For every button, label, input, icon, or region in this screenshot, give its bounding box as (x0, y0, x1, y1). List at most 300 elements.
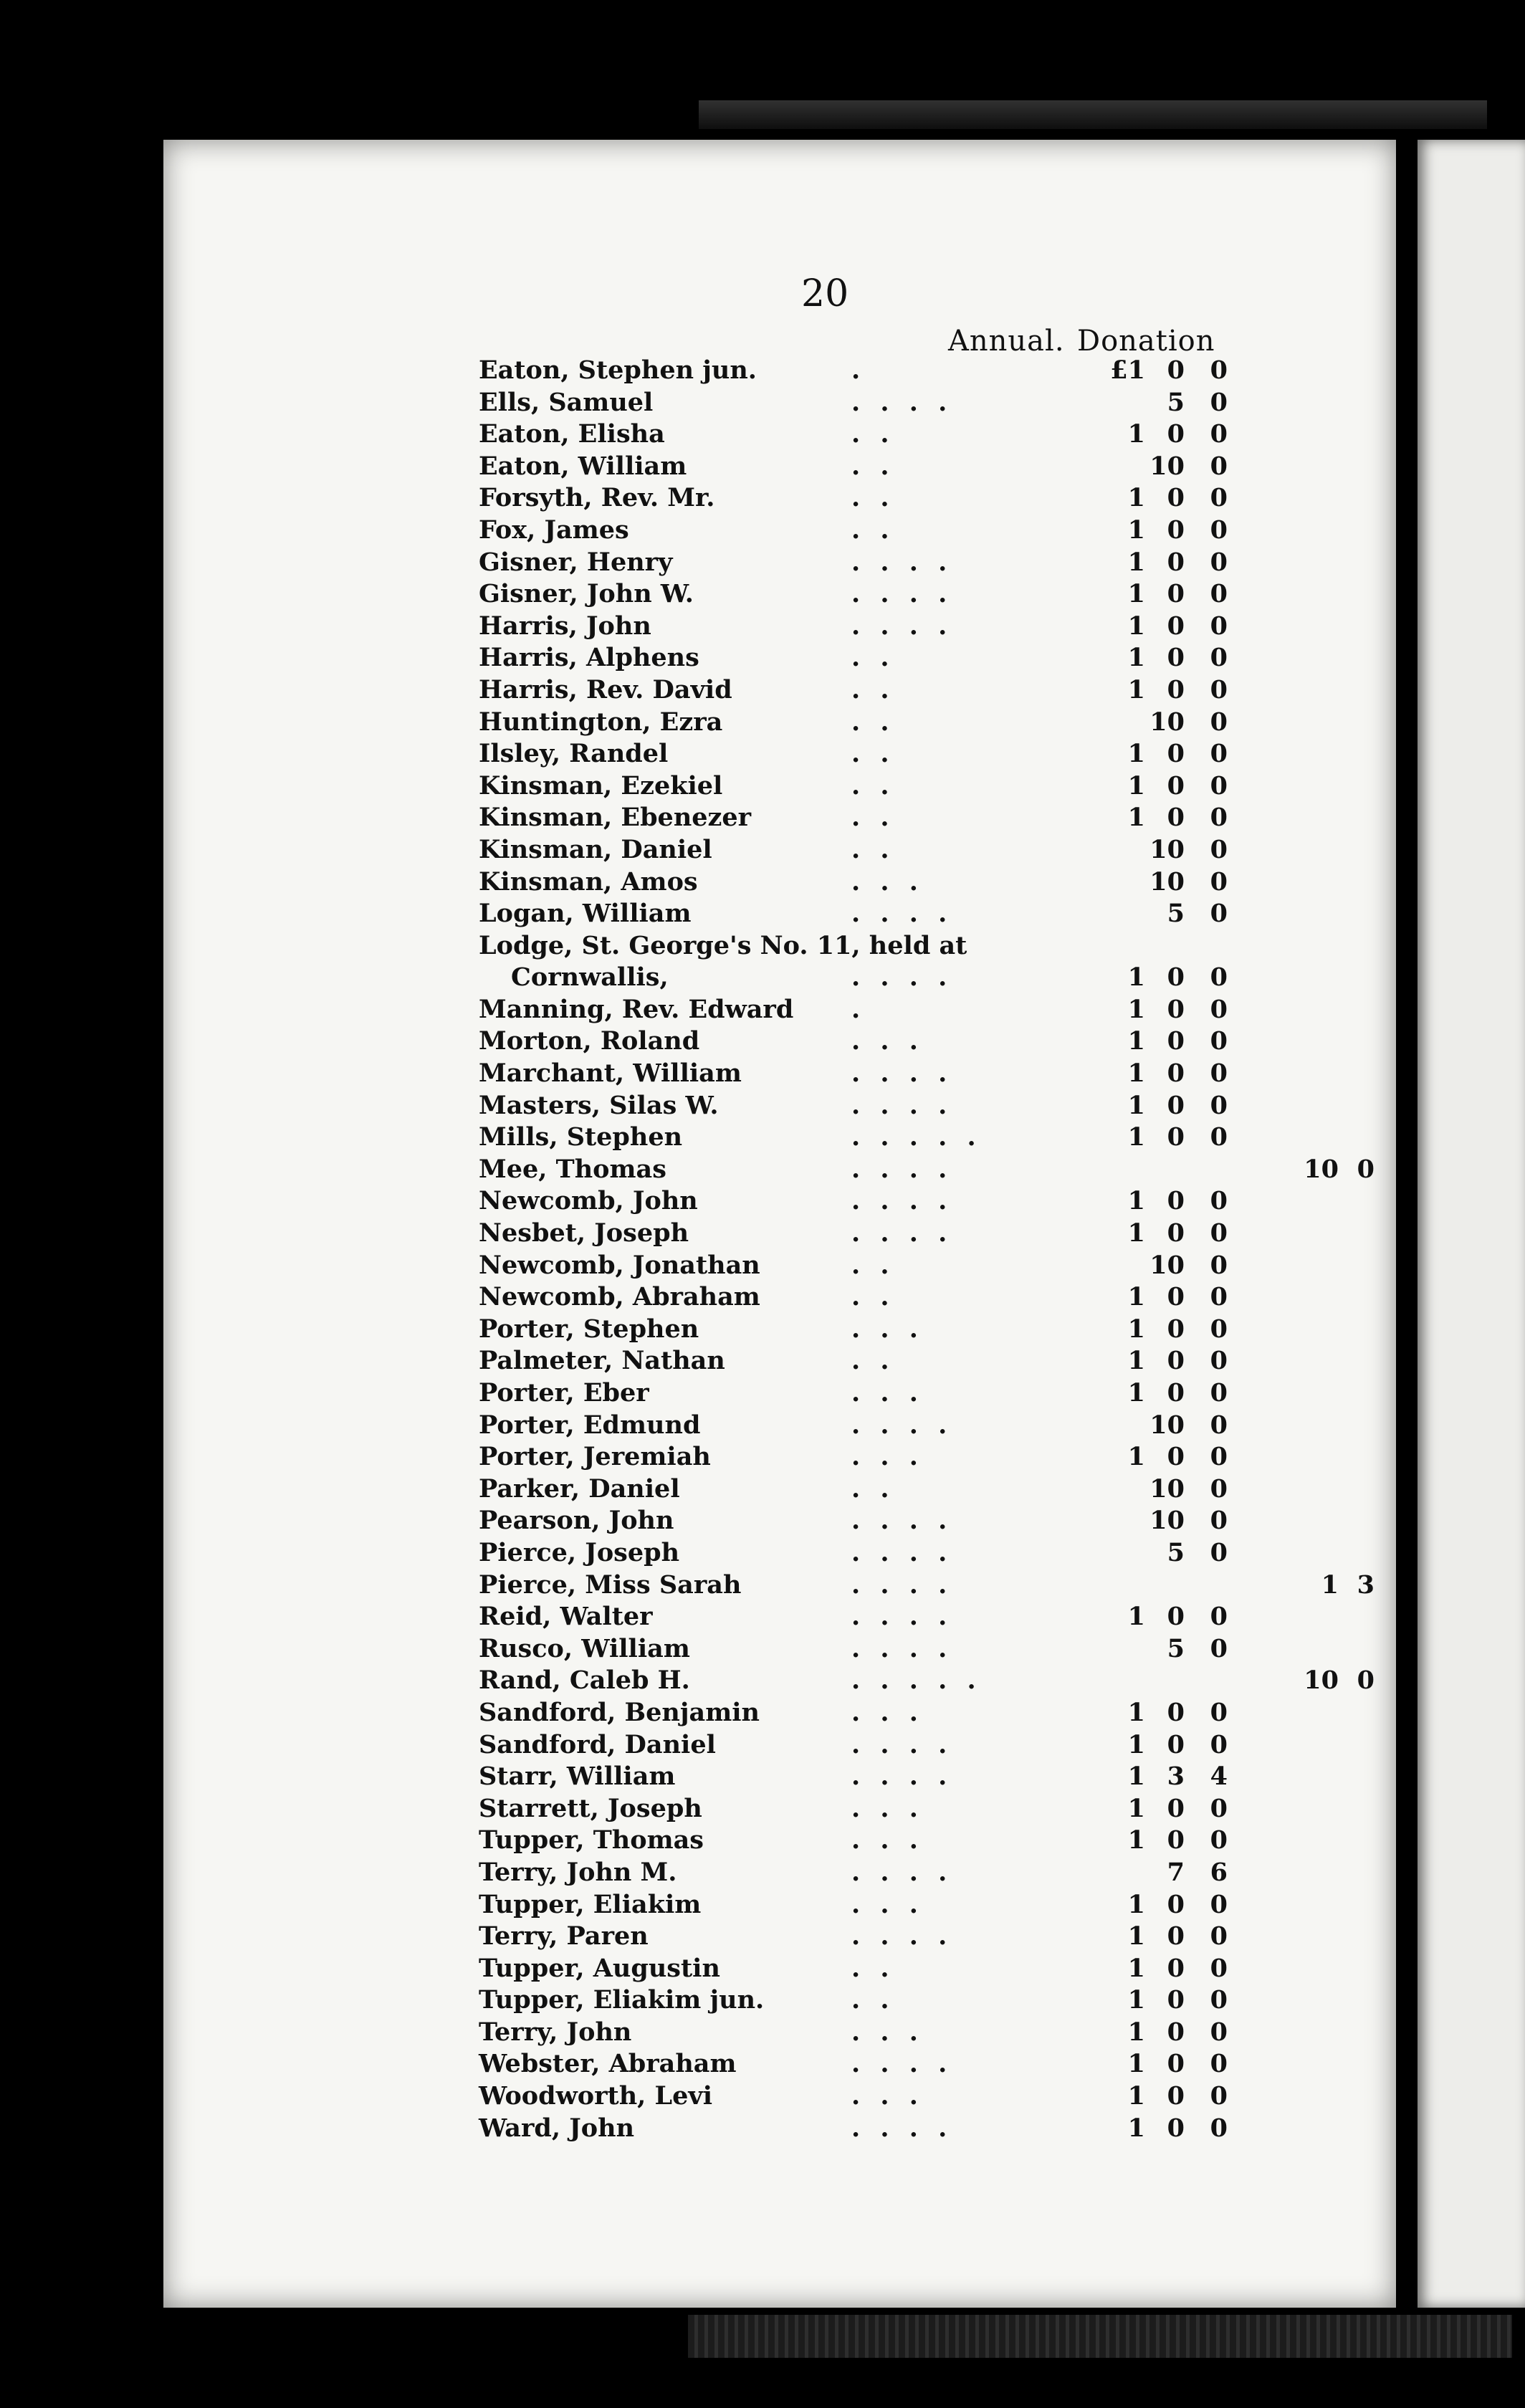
annual-shillings: 0 (1167, 1090, 1185, 1120)
list-item (479, 1505, 1375, 1537)
annual-pounds: 1 (1127, 1825, 1145, 1855)
leader-dots: . . (851, 770, 895, 801)
list-item (479, 1026, 1375, 1058)
annual-pence: 0 (1210, 1985, 1228, 2015)
annual-pence: 0 (1210, 355, 1228, 385)
list-item (479, 1953, 1375, 1985)
annual-shillings: 0 (1167, 483, 1185, 513)
annual-shillings: 0 (1167, 1059, 1185, 1089)
subscriber-name: Mills, Stephen (479, 1122, 683, 1152)
leader-dots: . . . (851, 1793, 924, 1823)
annual-pounds: 1 (1127, 547, 1145, 577)
annual-pounds: 1 (1127, 1889, 1145, 1919)
annual-shillings: 0 (1167, 1697, 1185, 1727)
annual-pounds: 1 (1127, 1346, 1145, 1376)
annual-pence: 0 (1210, 1889, 1228, 1919)
subscriber-name: Ward, John (479, 2113, 635, 2143)
annual-shillings: 0 (1167, 643, 1185, 673)
subscriber-name: Tupper, Eliakim jun. (479, 1985, 765, 2015)
annual-shillings: 10 (1149, 1506, 1185, 1536)
annual-pence: 0 (1210, 1473, 1228, 1504)
list-item (479, 1665, 1375, 1697)
leader-dots: . . . . (851, 1218, 953, 1248)
annual-pounds: 1 (1127, 1793, 1145, 1823)
list-item (479, 1857, 1375, 1889)
leader-dots: . . (851, 834, 895, 864)
leader-dots: . . . . (851, 1762, 953, 1792)
leader-dots: . . . . . (851, 1666, 982, 1696)
list-item (479, 419, 1375, 451)
leader-dots: . . . . (851, 962, 953, 993)
annual-pounds: 1 (1127, 994, 1145, 1024)
annual-pounds: 1 (1127, 739, 1145, 769)
annual-pence: 0 (1210, 1186, 1228, 1216)
annual-pounds: 1 (1127, 483, 1145, 513)
annual-pence: 0 (1210, 579, 1228, 609)
subscriber-name: Ilsley, Randel (479, 739, 669, 769)
subscriber-name: Masters, Silas W. (479, 1090, 719, 1120)
list-item (479, 674, 1375, 707)
annual-pounds: 1 (1127, 1921, 1145, 1951)
list-item (479, 738, 1375, 770)
leader-dots: . . . . (851, 1857, 953, 1887)
subscriber-name: Lodge, St. George's No. 11, held at (479, 930, 967, 960)
list-item (479, 387, 1375, 419)
donation-shillings: 1 (1321, 1570, 1339, 1600)
leader-dots: . . . (851, 866, 924, 897)
leader-dots: . . . (851, 1889, 924, 1919)
list-item (479, 578, 1375, 611)
leader-dots: . . . . (851, 611, 953, 641)
annual-shillings: 0 (1167, 962, 1185, 993)
leader-dots: . . . . (851, 579, 953, 609)
list-item (479, 1921, 1375, 1953)
annual-pounds: 1 (1127, 1122, 1145, 1152)
subscriber-name: Kinsman, Ebenezer (479, 803, 752, 833)
annual-shillings: 5 (1167, 1537, 1185, 1567)
list-item (479, 1697, 1375, 1729)
list-item (479, 1154, 1375, 1186)
annual-shillings: 0 (1167, 419, 1185, 449)
list-item (479, 802, 1375, 834)
annual-pounds: 1 (1127, 1218, 1145, 1248)
subscriber-name: Fox, James (479, 515, 629, 545)
annual-pence: 0 (1210, 1122, 1228, 1152)
list-item (479, 1537, 1375, 1570)
annual-pounds: 1 (1127, 1090, 1145, 1120)
annual-pence: 0 (1210, 1921, 1228, 1951)
annual-shillings: 10 (1149, 1473, 1185, 1504)
leader-dots: . . . . (851, 1633, 953, 1663)
subscriber-name: Nesbet, Joseph (479, 1218, 689, 1248)
scan-edge-bottom (688, 2315, 1512, 2358)
donation-shillings: 10 (1304, 1154, 1339, 1184)
list-item (479, 994, 1375, 1026)
subscriber-name: Newcomb, Jonathan (479, 1250, 760, 1280)
annual-pence: 0 (1210, 770, 1228, 801)
annual-shillings: 10 (1149, 451, 1185, 481)
annual-pence: 0 (1210, 611, 1228, 641)
annual-shillings: 0 (1167, 1825, 1185, 1855)
annual-shillings: 3 (1167, 1762, 1185, 1792)
subscriber-name: Kinsman, Ezekiel (479, 770, 723, 801)
leader-dots: . . (851, 1985, 895, 2015)
annual-pounds: 1 (1127, 1985, 1145, 2015)
leader-dots: . . (851, 419, 895, 449)
annual-pounds: 1 (1127, 1026, 1145, 1056)
subscriber-name: Rand, Caleb H. (479, 1666, 690, 1696)
list-item (479, 898, 1375, 930)
leader-dots: . . (851, 1473, 895, 1504)
leader-dots: . . (851, 1250, 895, 1280)
annual-pence: 0 (1210, 899, 1228, 929)
donation-column-header: Donation (1077, 325, 1215, 358)
list-item (479, 1570, 1375, 1602)
subscriber-name: Kinsman, Daniel (479, 834, 712, 864)
annual-pence: 0 (1210, 962, 1228, 993)
annual-pounds: 1 (1127, 1953, 1145, 1983)
annual-pounds: £1 (1110, 355, 1145, 385)
list-item (479, 547, 1375, 579)
list-item (479, 1410, 1375, 1442)
annual-shillings: 0 (1167, 1282, 1185, 1312)
list-item (479, 1090, 1375, 1122)
annual-pence: 0 (1210, 674, 1228, 704)
leader-dots: . . . (851, 1378, 924, 1408)
leader-dots: . (851, 994, 866, 1024)
list-item (479, 930, 1375, 962)
subscriber-name: Huntington, Ezra (479, 707, 723, 737)
annual-pence: 0 (1210, 834, 1228, 864)
leader-dots: . . (851, 643, 895, 673)
leader-dots: . . . . (851, 1729, 953, 1759)
list-item (479, 1825, 1375, 1857)
leader-dots: . . . . (851, 547, 953, 577)
annual-pounds: 1 (1127, 770, 1145, 801)
list-item (479, 1281, 1375, 1314)
leader-dots: . (851, 355, 866, 385)
list-item (479, 451, 1375, 483)
annual-pence: 0 (1210, 451, 1228, 481)
donation-pence: 0 (1357, 1154, 1375, 1184)
annual-pence: 0 (1210, 1537, 1228, 1567)
annual-column-header: Annual. (948, 325, 1065, 358)
subscriber-name: Porter, Eber (479, 1378, 649, 1408)
annual-pounds: 1 (1127, 2113, 1145, 2143)
annual-pounds: 1 (1127, 1697, 1145, 1727)
leader-dots: . . . . (851, 1921, 953, 1951)
annual-pence: 0 (1210, 515, 1228, 545)
leader-dots: . . (851, 451, 895, 481)
annual-shillings: 0 (1167, 1026, 1185, 1056)
annual-pence: 0 (1210, 1953, 1228, 1983)
subscriber-name: Tupper, Eliakim (479, 1889, 702, 1919)
annual-pence: 0 (1210, 1218, 1228, 1248)
leader-dots: . . . . (851, 1090, 953, 1120)
annual-pence: 0 (1210, 1442, 1228, 1472)
list-item (479, 1633, 1375, 1666)
annual-pence: 0 (1210, 1314, 1228, 1344)
annual-shillings: 0 (1167, 1953, 1185, 1983)
annual-shillings: 10 (1149, 1250, 1185, 1280)
annual-pence: 6 (1210, 1857, 1228, 1887)
annual-pounds: 1 (1127, 803, 1145, 833)
list-item (479, 1377, 1375, 1410)
annual-shillings: 10 (1149, 707, 1185, 737)
subscriber-name: Newcomb, John (479, 1186, 698, 1216)
subscriber-name: Cornwallis, (511, 962, 669, 993)
subscriber-name: Eaton, Elisha (479, 419, 665, 449)
annual-shillings: 10 (1149, 866, 1185, 897)
leader-dots: . . (851, 1346, 895, 1376)
list-item (479, 355, 1375, 387)
subscriber-name: Tupper, Thomas (479, 1825, 704, 1855)
annual-shillings: 5 (1167, 387, 1185, 417)
subscriber-name: Gisner, John W. (479, 579, 694, 609)
subscriber-name: Kinsman, Amos (479, 866, 698, 897)
subscriber-name: Webster, Abraham (479, 2049, 737, 2079)
annual-pence: 0 (1210, 2113, 1228, 2143)
subscriber-name: Logan, William (479, 899, 692, 929)
subscriber-name: Harris, John (479, 611, 651, 641)
subscriber-name: Forsyth, Rev. Mr. (479, 483, 715, 513)
annual-pounds: 1 (1127, 1314, 1145, 1344)
leader-dots: . . (851, 515, 895, 545)
subscriber-name: Pearson, John (479, 1506, 674, 1536)
leader-dots: . . . . (851, 1059, 953, 1089)
annual-shillings: 0 (1167, 1122, 1185, 1152)
leader-dots: . . (851, 1953, 895, 1983)
leader-dots: . . . (851, 1314, 924, 1344)
subscriber-name: Newcomb, Abraham (479, 1282, 760, 1312)
annual-shillings: 0 (1167, 579, 1185, 609)
subscriber-name: Porter, Edmund (479, 1410, 701, 1440)
subscriber-name: Harris, Alphens (479, 643, 699, 673)
annual-pounds: 1 (1127, 2049, 1145, 2079)
list-item (479, 1601, 1375, 1633)
annual-pence: 0 (1210, 994, 1228, 1024)
leader-dots: . . (851, 483, 895, 513)
annual-pence: 0 (1210, 419, 1228, 449)
list-item (479, 1761, 1375, 1793)
annual-pounds: 1 (1127, 1729, 1145, 1759)
annual-pence: 0 (1210, 1633, 1228, 1663)
annual-pence: 0 (1210, 1026, 1228, 1056)
list-item (479, 1185, 1375, 1218)
subscriber-name: Terry, Paren (479, 1921, 649, 1951)
annual-pence: 0 (1210, 1378, 1228, 1408)
annual-pence: 0 (1210, 1506, 1228, 1536)
list-item (479, 611, 1375, 643)
annual-pence: 0 (1210, 1250, 1228, 1280)
leader-dots: . . . . (851, 2049, 953, 2079)
annual-shillings: 0 (1167, 739, 1185, 769)
annual-shillings: 0 (1167, 1985, 1185, 2015)
list-item (479, 642, 1375, 674)
annual-shillings: 0 (1167, 2113, 1185, 2143)
annual-pounds: 1 (1127, 1378, 1145, 1408)
annual-pence: 0 (1210, 483, 1228, 513)
subscriber-name: Palmeter, Nathan (479, 1346, 725, 1376)
page-number: 20 (801, 272, 849, 315)
annual-pounds: 1 (1127, 1442, 1145, 1472)
subscriber-list (479, 355, 1375, 2144)
annual-pence: 0 (1210, 1410, 1228, 1440)
leader-dots: . . . . . (851, 1122, 982, 1152)
annual-shillings: 0 (1167, 1378, 1185, 1408)
annual-pounds: 1 (1127, 2017, 1145, 2047)
subscriber-name: Rusco, William (479, 1633, 690, 1663)
annual-pounds: 1 (1127, 643, 1145, 673)
annual-pounds: 1 (1127, 674, 1145, 704)
donation-pence: 0 (1357, 1666, 1375, 1696)
leader-dots: . . (851, 803, 895, 833)
donation-shillings: 10 (1304, 1666, 1339, 1696)
annual-shillings: 0 (1167, 674, 1185, 704)
subscriber-name: Reid, Walter (479, 1602, 653, 1632)
subscriber-name: Marchant, William (479, 1059, 742, 1089)
annual-pence: 0 (1210, 1282, 1228, 1312)
annual-pence: 0 (1210, 1602, 1228, 1632)
annual-pounds: 1 (1127, 579, 1145, 609)
list-item (479, 1218, 1375, 1250)
annual-pounds: 1 (1127, 962, 1145, 993)
annual-pence: 0 (1210, 643, 1228, 673)
leader-dots: . . . (851, 1825, 924, 1855)
leader-dots: . . . . (851, 2113, 953, 2143)
annual-pence: 0 (1210, 866, 1228, 897)
annual-pence: 0 (1210, 387, 1228, 417)
subscriber-name: Morton, Roland (479, 1026, 700, 1056)
annual-shillings: 0 (1167, 547, 1185, 577)
annual-pence: 0 (1210, 1825, 1228, 1855)
list-item (479, 2080, 1375, 2113)
annual-pence: 0 (1210, 547, 1228, 577)
annual-pence: 0 (1210, 739, 1228, 769)
list-item (479, 1441, 1375, 1473)
list-item (479, 1473, 1375, 1506)
subscriber-name: Woodworth, Levi (479, 2081, 713, 2111)
annual-shillings: 0 (1167, 1921, 1185, 1951)
list-item (479, 1058, 1375, 1090)
annual-shillings: 0 (1167, 515, 1185, 545)
leader-dots: . . . . (851, 1537, 953, 1567)
annual-pence: 0 (1210, 803, 1228, 833)
annual-shillings: 0 (1167, 2081, 1185, 2111)
scan-edge-top (699, 100, 1487, 129)
annual-pence: 0 (1210, 1090, 1228, 1120)
annual-pence: 0 (1210, 1793, 1228, 1823)
subscriber-name: Eaton, William (479, 451, 687, 481)
subscriber-name: Harris, Rev. David (479, 674, 732, 704)
annual-shillings: 0 (1167, 994, 1185, 1024)
book-page (163, 140, 1396, 2308)
subscriber-name: Porter, Stephen (479, 1314, 699, 1344)
leader-dots: . . . . (851, 387, 953, 417)
leader-dots: . . . . (851, 1154, 953, 1184)
annual-pounds: 1 (1127, 1282, 1145, 1312)
annual-pounds: 1 (1127, 419, 1145, 449)
leader-dots: . . . . (851, 1506, 953, 1536)
annual-shillings: 0 (1167, 803, 1185, 833)
annual-shillings: 10 (1149, 834, 1185, 864)
annual-shillings: 0 (1167, 1442, 1185, 1472)
annual-shillings: 0 (1167, 770, 1185, 801)
annual-shillings: 0 (1167, 1729, 1185, 1759)
leader-dots: . . . (851, 2017, 924, 2047)
leader-dots: . . (851, 739, 895, 769)
subscriber-name: Ells, Samuel (479, 387, 654, 417)
subscriber-name: Terry, John M. (479, 1857, 677, 1887)
list-item (479, 1729, 1375, 1762)
donation-pence: 3 (1357, 1570, 1375, 1600)
annual-shillings: 5 (1167, 899, 1185, 929)
subscriber-name: Eaton, Stephen jun. (479, 355, 757, 385)
list-item (479, 2017, 1375, 2049)
leader-dots: . . . . (851, 1570, 953, 1600)
annual-shillings: 7 (1167, 1857, 1185, 1887)
list-item (479, 515, 1375, 547)
leader-dots: . . . (851, 1442, 924, 1472)
annual-pounds: 1 (1127, 1059, 1145, 1089)
list-item (479, 482, 1375, 515)
subscriber-name: Starr, William (479, 1762, 676, 1792)
leader-dots: . . (851, 707, 895, 737)
list-item (479, 962, 1375, 994)
annual-shillings: 0 (1167, 611, 1185, 641)
leader-dots: . . . . (851, 1602, 953, 1632)
annual-shillings: 0 (1167, 2049, 1185, 2079)
annual-shillings: 0 (1167, 2017, 1185, 2047)
annual-pence: 0 (1210, 1346, 1228, 1376)
list-item (479, 2113, 1375, 2145)
subscriber-name: Pierce, Miss Sarah (479, 1570, 742, 1600)
annual-pence: 0 (1210, 2081, 1228, 2111)
subscriber-name: Parker, Daniel (479, 1473, 680, 1504)
annual-pence: 0 (1210, 2017, 1228, 2047)
subscriber-name: Starrett, Joseph (479, 1793, 702, 1823)
annual-shillings: 0 (1167, 1186, 1185, 1216)
subscriber-name: Sandford, Daniel (479, 1729, 716, 1759)
subscriber-name: Sandford, Benjamin (479, 1697, 760, 1727)
annual-shillings: 10 (1149, 1410, 1185, 1440)
list-item (479, 1345, 1375, 1377)
leader-dots: . . . . (851, 1186, 953, 1216)
annual-pounds: 1 (1127, 1186, 1145, 1216)
list-item (479, 834, 1375, 866)
leader-dots: . . . (851, 1026, 924, 1056)
list-item (479, 1250, 1375, 1282)
annual-pounds: 1 (1127, 515, 1145, 545)
annual-shillings: 0 (1167, 1889, 1185, 1919)
facing-page-edge (1418, 140, 1525, 2308)
list-item (479, 770, 1375, 803)
annual-pounds: 1 (1127, 611, 1145, 641)
list-item (479, 2048, 1375, 2080)
list-item (479, 1793, 1375, 1825)
subscriber-name: Gisner, Henry (479, 547, 673, 577)
annual-shillings: 0 (1167, 1218, 1185, 1248)
annual-pounds: 1 (1127, 1762, 1145, 1792)
subscriber-name: Manning, Rev. Edward (479, 994, 794, 1024)
list-item (479, 1984, 1375, 2017)
leader-dots: . . . . (851, 899, 953, 929)
subscriber-name: Pierce, Joseph (479, 1537, 680, 1567)
subscriber-name: Porter, Jeremiah (479, 1442, 711, 1472)
subscriber-name: Mee, Thomas (479, 1154, 666, 1184)
leader-dots: . . (851, 674, 895, 704)
leader-dots: . . . . (851, 1410, 953, 1440)
